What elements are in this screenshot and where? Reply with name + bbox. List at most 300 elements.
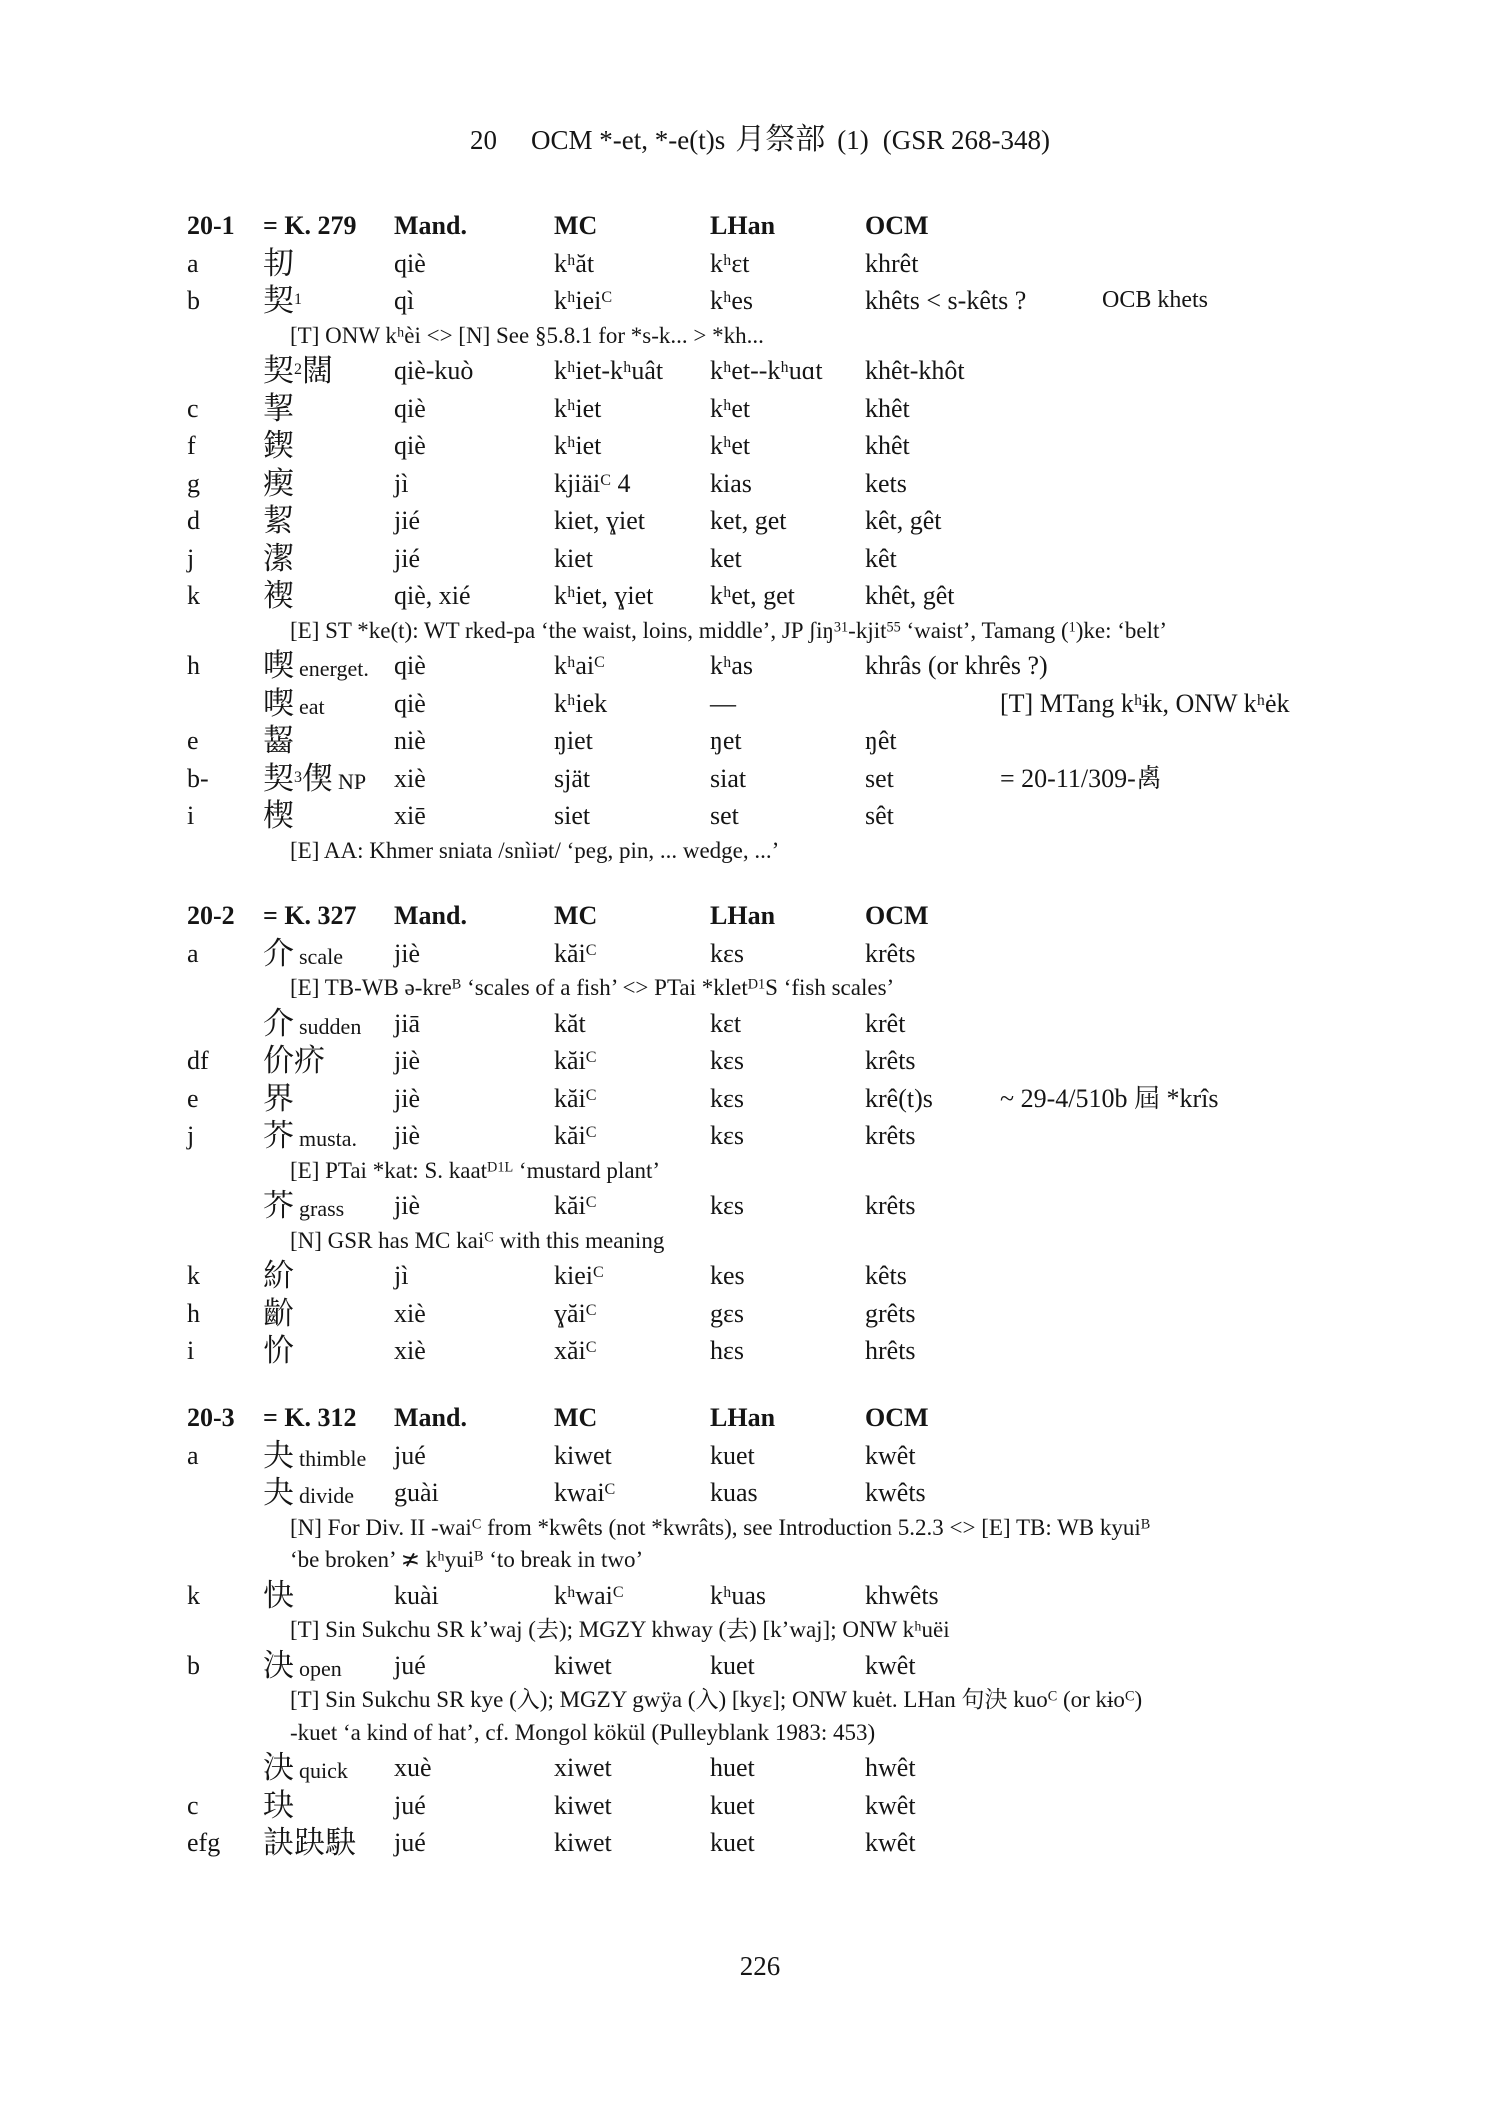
table-row: [0, 685, 1500, 723]
gloss: NP: [338, 768, 367, 794]
character: 楔: [263, 798, 294, 833]
character-cell: [263, 282, 302, 322]
row-label: k: [187, 1261, 200, 1290]
column-header: Mand.: [394, 1403, 467, 1432]
mandarin-reading: jué: [394, 1440, 426, 1470]
character: 契$^3$偰: [263, 760, 333, 796]
middle-chinese-reading: kʰăt: [554, 248, 595, 278]
old-chinese-reading: hwêt: [865, 1753, 916, 1782]
old-chinese-reading: krêts: [865, 1191, 916, 1220]
old-chinese-reading: khêt, gêt: [865, 581, 955, 610]
row-label: a: [187, 248, 199, 278]
character-cell: [263, 1749, 348, 1790]
character-cell: [263, 647, 369, 688]
table-row: [0, 465, 1500, 503]
middle-chinese-reading: ɣăi$^C$: [554, 1298, 597, 1328]
character-cell: [263, 722, 294, 762]
table-row: [0, 1647, 1500, 1685]
row-label: e: [187, 1083, 199, 1113]
section-header-row: [0, 207, 1500, 245]
superscript: C: [604, 1480, 616, 1498]
table-row: [0, 1187, 1500, 1225]
note-line: [N] For Div. II -wai$^C$ from *kwêts (not *kwrâts), see Introduction 5.2.3 <> [E] TB: WB kyui$^B$: [290, 1514, 1151, 1540]
table-row: [0, 797, 1500, 835]
table-row: [0, 1824, 1500, 1862]
old-chinese-reading: krêts: [865, 938, 916, 968]
row-label: g: [187, 468, 200, 498]
middle-chinese-reading: kʰiet, ɣiet: [554, 581, 654, 610]
superscript: 3: [294, 768, 302, 786]
phonetic-series-20-3: [0, 1399, 1500, 1862]
character: 芥: [263, 1118, 294, 1153]
old-chinese-reading: krê(t)s: [865, 1083, 933, 1113]
mandarin-reading: qiè: [394, 688, 426, 718]
table-row: [0, 647, 1500, 685]
table-row: [0, 1080, 1500, 1118]
gloss: quick: [299, 1758, 348, 1783]
page-number: 226: [739, 1951, 781, 1981]
later-han-reading: ket: [710, 543, 742, 573]
old-chinese-reading: set: [865, 763, 894, 793]
character: 決: [263, 1750, 294, 1785]
later-han-reading: kʰet: [710, 393, 751, 423]
row-label: e: [187, 726, 199, 755]
row-label: df: [187, 1046, 209, 1075]
superscript: C: [594, 653, 605, 671]
character-cell: [263, 1080, 294, 1120]
table-row: [0, 1295, 1500, 1333]
row-label: h: [187, 1298, 200, 1328]
character-cell: [263, 760, 366, 801]
table-row: [0, 1474, 1500, 1512]
later-han-reading: kʰet: [710, 431, 751, 460]
old-chinese-reading: sêt: [865, 801, 894, 830]
row-label: i: [187, 801, 195, 830]
mandarin-reading: xiè: [394, 763, 426, 793]
old-chinese-reading: kêt, gêt: [865, 506, 942, 535]
later-han-reading: kuet: [710, 1828, 755, 1857]
middle-chinese-reading: kʰai$^C$: [554, 651, 605, 680]
old-chinese-reading: khwêts: [865, 1580, 939, 1610]
column-header: MC: [554, 211, 598, 240]
note-line: [E] AA: Khmer sniata /snìiət/ ‘peg, pin, ... wedge, ...’: [290, 837, 780, 863]
character-cell: [263, 1332, 294, 1372]
superscript: D1: [747, 976, 766, 993]
later-han-reading: kɛs: [710, 938, 745, 968]
middle-chinese-reading: kăi$^C$: [554, 1083, 597, 1113]
phonetic-series-20-1: [0, 207, 1500, 867]
later-han-reading: hɛs: [710, 1336, 745, 1365]
middle-chinese-reading: kăi$^C$: [554, 1191, 597, 1220]
old-chinese-reading: kwêt: [865, 1440, 916, 1470]
character-cell: [263, 935, 343, 976]
phonetic-series-20-2: [0, 897, 1500, 1370]
old-chinese-reading: khêts < s-kêts ?: [865, 286, 1027, 315]
row-label: k: [187, 1580, 200, 1610]
table-row: [0, 1577, 1500, 1615]
mandarin-reading: jiè: [394, 1121, 420, 1150]
gloss: energet.: [299, 656, 369, 681]
chapter-number: 20: [470, 125, 498, 155]
superscript: C: [585, 941, 597, 959]
middle-chinese-reading: siet: [554, 801, 591, 830]
middle-chinese-reading: kwai$^C$: [554, 1478, 616, 1507]
old-chinese-reading: khêt: [865, 393, 910, 423]
middle-chinese-reading: kăt: [554, 1008, 586, 1038]
section-id: 20-1: [187, 211, 235, 240]
character-cell: [263, 1042, 325, 1082]
old-chinese-reading: krêts: [865, 1121, 916, 1150]
character-cell: [263, 577, 294, 617]
gloss: open: [299, 1655, 342, 1681]
gloss: grass: [299, 1196, 345, 1221]
character-cell: [263, 1005, 361, 1046]
middle-chinese-reading: kăi$^C$: [554, 1121, 597, 1150]
mandarin-reading: jì: [394, 468, 409, 498]
old-chinese-reading: krêts: [865, 1046, 916, 1075]
column-header: OCM: [865, 901, 929, 930]
middle-chinese-reading: ŋiet: [554, 726, 593, 755]
mandarin-reading: jiè: [394, 1046, 420, 1075]
row-label: b: [187, 286, 200, 315]
column-header: OCM: [865, 1403, 929, 1432]
middle-chinese-reading: kiwet: [554, 1828, 612, 1857]
superscript: 1: [294, 290, 302, 308]
character: 喫: [263, 685, 294, 721]
row-label: b-: [187, 763, 209, 793]
character-cell: [263, 245, 294, 285]
gloss: divide: [299, 1483, 354, 1508]
superscript: C: [612, 1583, 624, 1601]
mandarin-reading: xuè: [394, 1753, 432, 1782]
table-row: [0, 1005, 1500, 1043]
superscript: C: [1124, 1688, 1135, 1705]
middle-chinese-reading: kăi$^C$: [554, 1046, 597, 1075]
later-han-reading: kɛt: [710, 1008, 742, 1038]
character: 介: [263, 935, 294, 971]
mandarin-reading: qiè-kuò: [394, 356, 474, 385]
character-cell: [263, 427, 294, 467]
table-row: [0, 1257, 1500, 1295]
row-label: a: [187, 1440, 199, 1470]
character: 契$^2$闊: [263, 353, 333, 388]
superscript: 31: [833, 619, 849, 636]
superscript: C: [593, 1263, 604, 1281]
cross-reference: [T] MTang kʰɨk, ONW kʰėk: [1000, 688, 1290, 718]
mandarin-reading: qiè: [394, 248, 426, 278]
mandarin-reading: jié: [394, 543, 420, 573]
mandarin-reading: xiè: [394, 1336, 426, 1365]
mandarin-reading: qiè, xié: [394, 581, 471, 610]
note-line: [E] TB-WB ə-kre$^B$ ‘scales of a fish’ <> PTai *klet$^{D1}$S ‘fish scales’: [290, 975, 895, 1000]
character: 齧: [263, 723, 294, 758]
table-row: [0, 1787, 1500, 1825]
karlgren-reference: = K. 327: [263, 901, 357, 930]
middle-chinese-reading: kʰiei$^C$: [554, 286, 613, 315]
row-label: a: [187, 938, 199, 968]
mandarin-reading: xiē: [394, 801, 426, 830]
note-line: [E] PTai *kat: S. kaat$^{D1L}$ ‘mustard plant’: [290, 1157, 661, 1183]
mandarin-reading: qì: [394, 286, 415, 315]
section-header-row: [0, 1399, 1500, 1437]
old-chinese-reading: khrêt: [865, 248, 919, 278]
row-label: d: [187, 506, 200, 535]
old-chinese-reading: khêt-khôt: [865, 356, 965, 385]
character-cell: [263, 1117, 357, 1158]
character-cell: [263, 540, 294, 580]
character-cell: [263, 1437, 366, 1478]
mandarin-reading: qiè: [394, 431, 426, 460]
page-header: [0, 121, 1500, 159]
old-chinese-reading: kêt: [865, 543, 897, 573]
character: 訣趹駃: [263, 1825, 356, 1860]
middle-chinese-reading: kiei$^C$: [554, 1261, 604, 1290]
table-row: [0, 245, 1500, 283]
row-label: b: [187, 1650, 200, 1680]
character-cell: [263, 1257, 294, 1297]
superscript: C: [585, 1338, 597, 1356]
column-header: LHan: [710, 901, 776, 930]
cross-reference: ~ 29-4/510b 屆 *krîs: [1000, 1083, 1219, 1113]
chapter-gsr-range: (GSR 268-348): [882, 125, 1050, 155]
character: 价疥: [263, 1043, 325, 1078]
chapter-rhyme-group: 月祭部: [735, 123, 826, 156]
ocb-reading: OCB khets: [1102, 287, 1209, 313]
old-chinese-reading: hrêts: [865, 1336, 916, 1365]
table-row: [0, 760, 1500, 798]
superscript: C: [585, 1048, 597, 1066]
middle-chinese-reading: sjät: [554, 763, 591, 793]
mandarin-reading: jiè: [394, 1083, 420, 1113]
cross-reference: = 20-11/309-禼: [1000, 763, 1162, 793]
old-chinese-reading: khrâs (or khrês ?): [865, 651, 1048, 680]
column-header: LHan: [710, 1403, 776, 1432]
middle-chinese-reading: kʰwai$^C$: [554, 1580, 624, 1610]
note-line: [T] Sin Sukchu SR k’waj (去); MGZY khway (去) [k’waj]; ONW kʰuëi: [290, 1617, 950, 1642]
character-cell: [263, 352, 333, 392]
later-han-reading: kʰet--kʰuɑt: [710, 356, 823, 385]
old-chinese-reading: kets: [865, 468, 907, 498]
section-id: 20-2: [187, 901, 235, 930]
column-header: LHan: [710, 211, 776, 240]
mandarin-reading: jué: [394, 1650, 426, 1680]
superscript: C: [585, 1193, 597, 1211]
note-line: ‘be broken’ ≭ kʰyui$^B$ ‘to break in two’: [290, 1547, 644, 1572]
chapter-title: OCM *-et, *-e(t)s: [531, 125, 726, 155]
mandarin-reading: jué: [394, 1828, 426, 1857]
old-chinese-reading: khêt: [865, 431, 910, 460]
character-cell: [263, 1824, 356, 1864]
mandarin-reading: jiè: [394, 938, 420, 968]
gloss: eat: [299, 693, 325, 719]
middle-chinese-reading: kʰiet-kʰuât: [554, 356, 664, 385]
old-chinese-reading: krêt: [865, 1008, 906, 1038]
character: 鍥: [263, 428, 294, 463]
middle-chinese-reading: kiwet: [554, 1440, 612, 1470]
character: 介: [263, 1005, 294, 1041]
middle-chinese-reading: kjiäi$^C$ 4: [554, 468, 631, 498]
later-han-reading: kʰuas: [710, 1580, 767, 1610]
superscript: C: [484, 1229, 494, 1246]
table-row: [0, 390, 1500, 428]
row-label: j: [187, 543, 195, 573]
superscript: B: [474, 1548, 484, 1565]
row-label: f: [187, 431, 196, 460]
later-han-reading: kʰet, get: [710, 581, 795, 610]
note-line: [N] GSR has MC kai$^C$ with this meaning: [290, 1227, 665, 1253]
middle-chinese-reading: kʰiet: [554, 393, 602, 423]
superscript: B: [451, 976, 462, 993]
table-row: [0, 1117, 1500, 1155]
old-chinese-reading: grêts: [865, 1298, 916, 1328]
character: 忦: [263, 1333, 294, 1368]
superscript: C: [1047, 1688, 1058, 1705]
mandarin-reading: xiè: [394, 1298, 426, 1328]
table-row: [0, 935, 1500, 973]
middle-chinese-reading: kăi$^C$: [554, 938, 597, 968]
character: 㓞: [263, 245, 294, 281]
old-chinese-reading: kêts: [865, 1261, 907, 1290]
later-han-reading: kuet: [710, 1440, 755, 1470]
middle-chinese-reading: kiet, ɣiet: [554, 506, 645, 535]
middle-chinese-reading: kiet: [554, 543, 593, 573]
later-han-reading: kias: [710, 468, 752, 498]
character-cell: [263, 1474, 354, 1515]
superscript: C: [585, 1301, 597, 1319]
column-header: MC: [554, 901, 598, 930]
character-cell: [263, 1577, 294, 1617]
later-han-reading: kuet: [710, 1790, 755, 1820]
table-row: [0, 427, 1500, 465]
later-han-reading: ket, get: [710, 506, 787, 535]
character-cell: [263, 1787, 294, 1827]
character: 齘: [263, 1295, 294, 1331]
column-header: Mand.: [394, 211, 467, 240]
later-han-reading: ŋet: [710, 726, 742, 755]
character-cell: [263, 1187, 344, 1228]
superscript: C: [600, 471, 611, 489]
row-label: i: [187, 1336, 195, 1365]
old-chinese-reading: ŋêt: [865, 726, 897, 755]
mandarin-reading: jì: [394, 1261, 409, 1290]
row-label: j: [187, 1121, 195, 1150]
mandarin-reading: kuài: [394, 1580, 439, 1610]
later-han-reading: kʰes: [710, 286, 754, 315]
middle-chinese-reading: kʰiek: [554, 688, 608, 718]
character: 決: [263, 1647, 294, 1683]
middle-chinese-reading: xiwet: [554, 1753, 612, 1782]
superscript: 1: [1068, 619, 1076, 636]
superscript: B: [1140, 1516, 1151, 1533]
old-chinese-reading: kwêt: [865, 1828, 916, 1857]
old-chinese-reading: kwêts: [865, 1478, 926, 1507]
superscript: C: [585, 1123, 597, 1141]
mandarin-reading: jiè: [394, 1191, 420, 1220]
superscript: 55: [886, 619, 901, 636]
chapter-part: (1): [837, 125, 869, 155]
later-han-reading: kuet: [710, 1650, 755, 1680]
later-han-reading: kɛs: [710, 1121, 745, 1150]
table-row: [0, 502, 1500, 540]
table-row: [0, 1749, 1500, 1787]
section-header-row: [0, 897, 1500, 935]
row-label: h: [187, 651, 200, 680]
later-han-reading: siat: [710, 763, 747, 793]
table-row: [0, 352, 1500, 390]
mandarin-reading: niè: [394, 726, 426, 755]
character: 玦: [263, 1787, 294, 1823]
section-id: 20-3: [187, 1403, 235, 1432]
note-line: -kuet ‘a kind of hat’, cf. Mongol kökül (Pulleyblank 1983: 453): [290, 1719, 876, 1745]
superscript: 2: [294, 360, 302, 378]
middle-chinese-reading: xăi$^C$: [554, 1336, 597, 1365]
row-label: efg: [187, 1828, 221, 1857]
mandarin-reading: jié: [394, 506, 420, 535]
later-han-reading: kɛs: [710, 1083, 745, 1113]
gloss: sudden: [299, 1013, 362, 1039]
character: 契$^1$: [263, 283, 302, 318]
later-han-reading: gɛs: [710, 1298, 745, 1328]
mandarin-reading: jué: [394, 1790, 426, 1820]
karlgren-reference: = K. 312: [263, 1403, 357, 1432]
mandarin-reading: guài: [394, 1478, 439, 1507]
later-han-reading: set: [710, 801, 739, 830]
old-chinese-reading: kwêt: [865, 1650, 916, 1680]
character-cell: [263, 1295, 294, 1335]
row-label: c: [187, 393, 199, 423]
superscript: C: [585, 1086, 597, 1104]
column-header: MC: [554, 1403, 598, 1432]
row-label: c: [187, 1790, 199, 1820]
note-line: [T] ONW kʰèi <> [N] See §5.8.1 for *s-k... > *kh...: [290, 322, 764, 348]
superscript: C: [471, 1516, 482, 1533]
later-han-reading: kʰas: [710, 651, 754, 680]
gloss: thimble: [299, 1445, 367, 1471]
row-label: k: [187, 581, 200, 610]
later-han-reading: —: [710, 688, 736, 718]
later-han-reading: huet: [710, 1753, 755, 1782]
middle-chinese-reading: kʰiet: [554, 431, 602, 460]
later-han-reading: kuas: [710, 1478, 758, 1507]
later-han-reading: kɛs: [710, 1046, 745, 1075]
note-line: [T] Sin Sukchu SR kye (入); MGZY gwÿa (入) [kyɛ]; ONW kuėt. LHan 句決 kuo$^C$ (or kɨo$^C$): [290, 1687, 1143, 1712]
character: 界: [263, 1080, 294, 1116]
mandarin-reading: qiè: [394, 393, 426, 423]
table-row: [0, 722, 1500, 760]
karlgren-reference: = K. 279: [263, 211, 357, 240]
character: 芥: [263, 1188, 294, 1223]
character: 絜: [263, 503, 294, 538]
later-han-reading: kʰɛt: [710, 248, 750, 278]
character: 喫: [263, 648, 294, 683]
table-row: [0, 540, 1500, 578]
character-cell: [263, 797, 294, 837]
character: 挈: [263, 390, 294, 426]
table-row: [0, 577, 1500, 615]
later-han-reading: kes: [710, 1261, 745, 1290]
note-line: [E] ST *ke(t): WT rked-pa ‘the waist, loins, middle’, JP ʃiŋ$^{31}$-kjit$^{55}$ ‘waist’, Tamang ($^1$)ke: ‘belt’: [290, 617, 1168, 643]
character: 瘈: [263, 465, 294, 501]
middle-chinese-reading: kiwet: [554, 1790, 612, 1820]
later-han-reading: kɛs: [710, 1191, 745, 1220]
mandarin-reading: jiā: [394, 1008, 420, 1038]
column-header: OCM: [865, 211, 929, 240]
gloss: musta.: [299, 1126, 358, 1151]
table-row: [0, 282, 1500, 320]
gloss: scale: [299, 943, 343, 969]
character-cell: [263, 685, 325, 726]
character-cell: [263, 502, 294, 542]
